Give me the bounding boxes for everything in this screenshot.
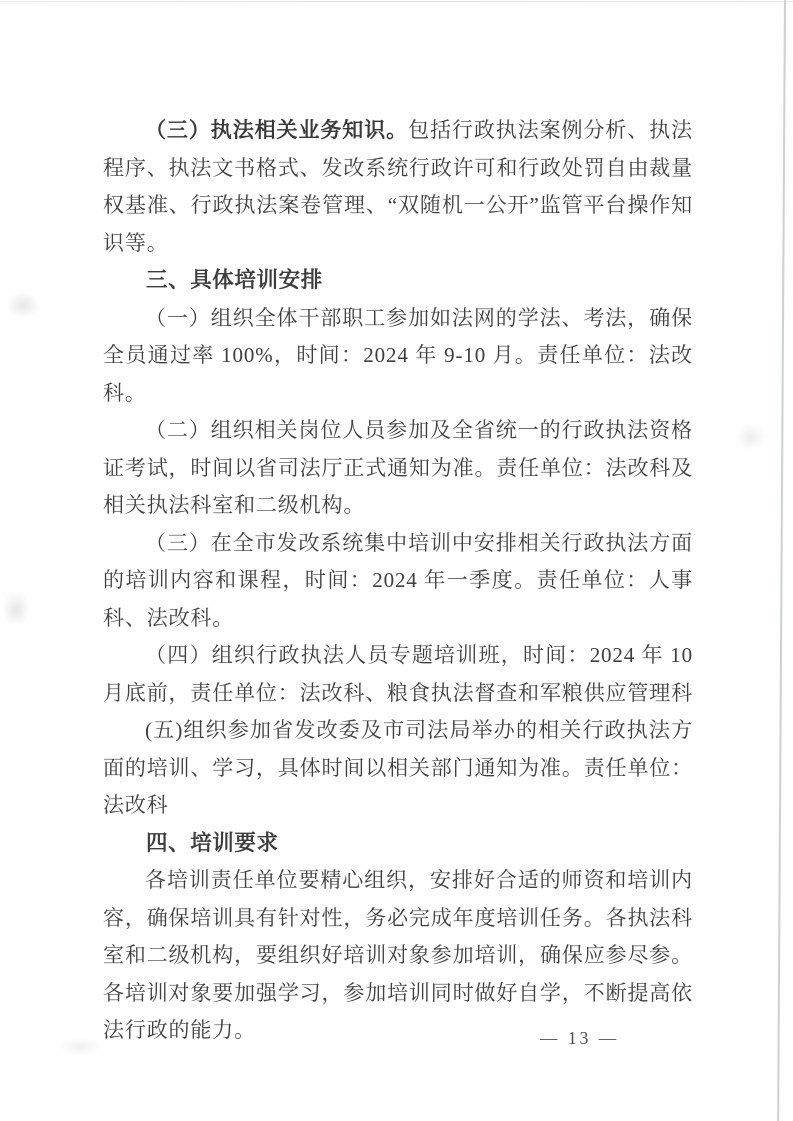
document-body: [103, 112, 693, 1050]
schedule-item-3: （三）在全市发改系统集中培训中安排相关行政执法方面的培训内容和课程，时间：2024 年一季度。责任单位：人事科、法改科。: [103, 530, 693, 630]
scan-smudge: [60, 1038, 100, 1056]
schedule-item-5: (五)组织参加省发改委及市司法局举办的相关行政执法方面的培训、学习，具体时间以相关部门通知为准。责任单位：法改科: [103, 718, 693, 817]
scan-smudge: [736, 424, 766, 450]
para-training-requirements: 各培训责任单位要精心组织，安排好合适的师资和培训内容，确保培训具有针对性，务必完成年度培训任务。各执法科室和二级机构，要组织好培训对象参加培训，确保应参尽参。各培训对象要加强学习，参加培训同时做好自学，不断提高依法行政的能力。: [103, 868, 693, 1042]
schedule-item-4: （四）组织行政执法人员专题培训班，时间：2024 年 10 月底前，责任单位：法改科、粮食执法督查和军粮供应管理科: [103, 643, 693, 705]
page-number: — 13 —: [540, 1028, 620, 1048]
para-lead-bold: （三）执法相关业务知识。: [145, 118, 409, 142]
schedule-item-1: （一）组织全体干部职工参加如法网的学法、考法，确保全员通过率 100%，时间：2024 年 9-10 月。责任单位：法改科。: [103, 305, 693, 405]
heading-training-requirements: 四、培训要求: [146, 830, 279, 855]
para-enforcement-business-knowledge: [103, 112, 693, 262]
scan-smudge: [2, 592, 30, 626]
scan-edge-top: [0, 1, 793, 2]
schedule-item-2: （二）组织相关岗位人员参加及全省统一的行政执法资格证考试，时间以省司法厅正式通知为准。责任单位：法改科及相关执法科室和二级机构。: [103, 418, 693, 517]
para-body-text: 包括行政执法案例分析、执法程序、执法文书格式、发改系统行政许可和行政处罚自由裁量权基准、行政执法案卷管理、“双随机一公开”监管平台操作知识等。: [103, 118, 693, 255]
scan-smudge: [6, 292, 40, 318]
scan-edge-right: [777, 0, 786, 1121]
heading-training-schedule: 三、具体培训安排: [146, 268, 323, 292]
